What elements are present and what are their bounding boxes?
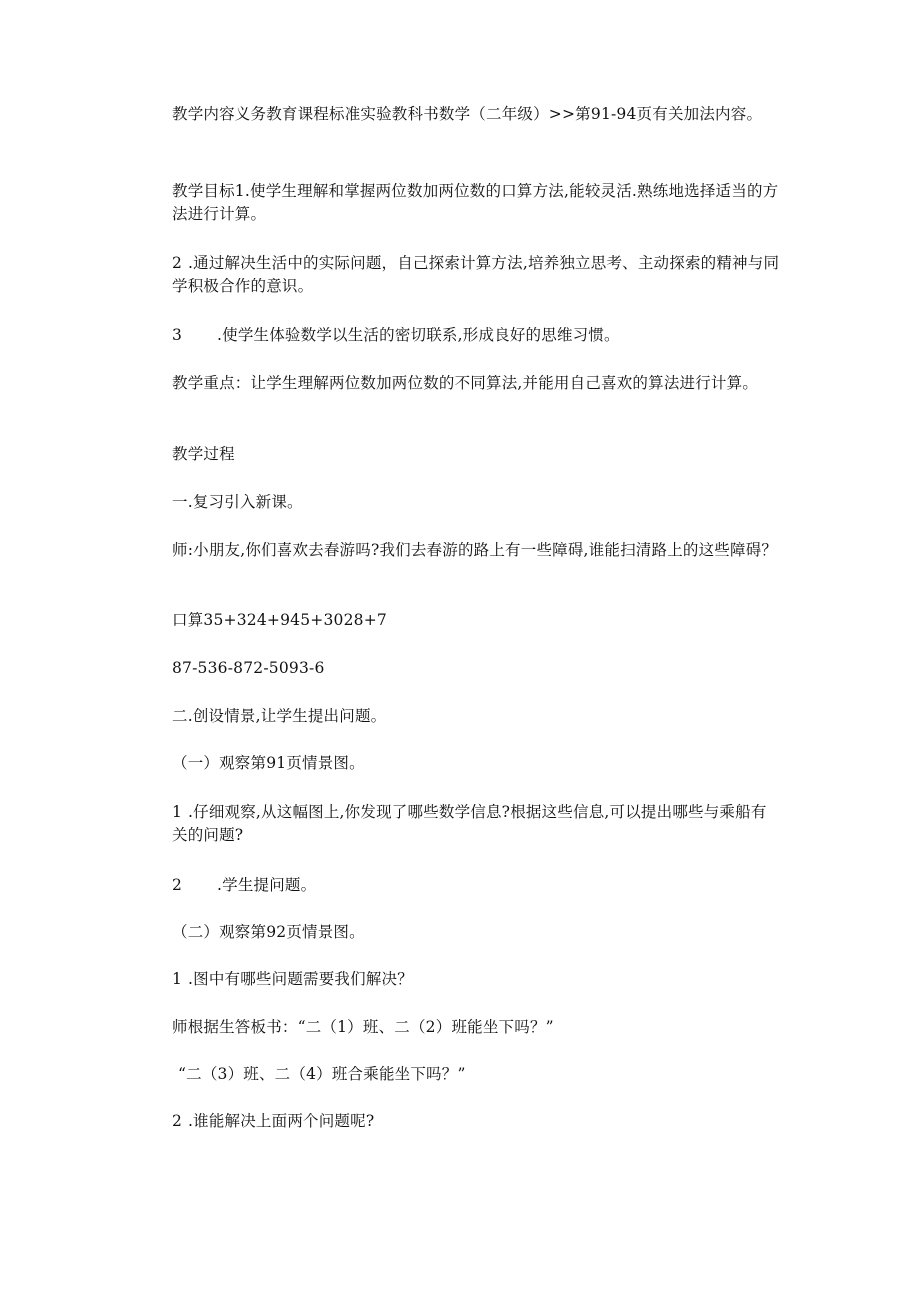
problem-item-1: [172, 968, 782, 991]
paragraph-text: 口算35+324+945+3028+7: [172, 611, 387, 629]
paragraph-text: 87-536-872-5093-6: [172, 659, 325, 677]
paragraph-text: 教学重点：让学生理解两位数加两位数的不同算法,并能用自己喜欢的算法进行计算。: [172, 374, 759, 392]
paragraph-text: 教学目标1.使学生理解和掌握两位数加两位数的口算方法,能较灵活.熟练地选择适当的方法进行计算。: [172, 182, 779, 223]
item-number: 2: [172, 1112, 183, 1130]
paragraph-text: .通过解决生活中的实际问题，自己探索计算方法,培养独立思考、主动探索的精神与同学积极合作的意识。: [172, 254, 780, 295]
paragraph-text: 二.创设情景,让学生提出问题。: [172, 707, 387, 725]
board-writing-line-1: [172, 1016, 782, 1039]
mental-math-line-1: [172, 609, 782, 632]
item-number: 2: [172, 254, 183, 272]
subsection-2-heading: [172, 921, 782, 944]
paragraph-text: .仔细观察,从这幅图上,你发现了哪些数学信息?根据这些信息,可以提出哪些与乘船有关的问题?: [172, 803, 767, 844]
goal-item-2: [172, 252, 782, 298]
teaching-content-paragraph: [172, 103, 782, 126]
problem-item-2: [172, 1110, 782, 1133]
goal-item-3: [172, 324, 782, 347]
teaching-focus-paragraph: [172, 372, 782, 395]
paragraph-text: （一）观察第91页情景图。: [172, 754, 365, 772]
paragraph-text: 教学过程: [172, 445, 235, 463]
paragraph-text: 教学内容义务教育课程标准实验教科书数学（二年级）>>第91-94页有关加法内容。: [172, 105, 763, 123]
paragraph-text: 师:小朋友,你们喜欢去春游吗?我们去春游的路上有一些障碍,谁能扫清路上的这些障碍？: [172, 541, 778, 559]
item-number: 1: [172, 803, 183, 821]
paragraph-text: .图中有哪些问题需要我们解决？: [188, 970, 413, 988]
teaching-process-heading: [172, 443, 782, 466]
observe-item-2: [172, 874, 782, 897]
subsection-1-heading: [172, 752, 782, 775]
mental-math-line-2: [172, 657, 782, 680]
paragraph-text: .使学生体验数学以生活的密切联系,形成良好的思维习惯。: [217, 326, 620, 344]
observe-item-1: [172, 801, 782, 847]
paragraph-text: “二（3）班、二（4）班合乘能坐下吗？”: [178, 1065, 466, 1083]
item-number: 1: [172, 970, 183, 988]
board-writing-line-2: [178, 1063, 788, 1086]
item-number: 3: [172, 326, 183, 344]
paragraph-text: 一.复习引入新课。: [172, 493, 303, 511]
section-2-heading: [172, 705, 782, 728]
teaching-goal-paragraph: [172, 180, 782, 226]
section-1-heading: [172, 491, 782, 514]
paragraph-text: .谁能解决上面两个问题呢?: [188, 1112, 375, 1130]
paragraph-text: （二）观察第92页情景图。: [172, 923, 365, 941]
teacher-question-paragraph: [172, 539, 782, 562]
paragraph-text: .学生提问题。: [217, 876, 317, 894]
item-number: 2: [172, 876, 183, 894]
paragraph-text: 师根据生答板书：“二（1）班、二（2）班能坐下吗？”: [172, 1018, 554, 1036]
